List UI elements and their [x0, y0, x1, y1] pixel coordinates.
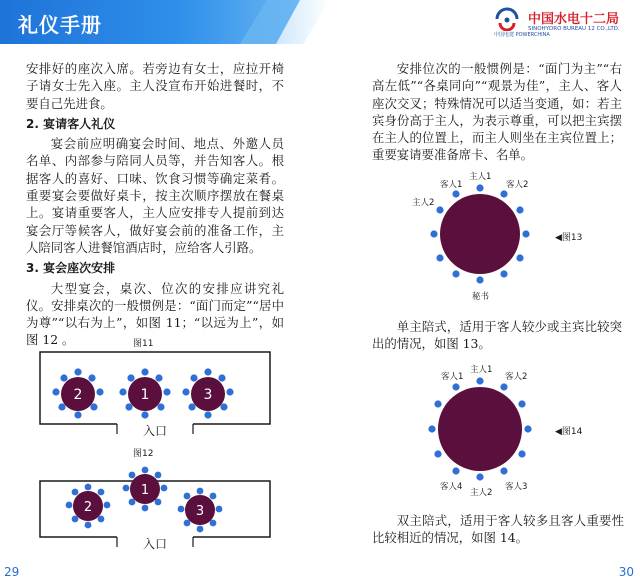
powerchina-logo-icon	[494, 7, 520, 31]
figure-11-table-layout	[30, 346, 280, 438]
seat-label: 客人2	[506, 180, 529, 190]
figure-13-table	[420, 178, 540, 298]
entrance-label: 入口	[142, 537, 168, 551]
figure-label: 图11	[133, 339, 154, 349]
seat-label: 秘书	[472, 292, 490, 302]
table-1	[123, 467, 168, 512]
paragraph: 安排好的座次入席。若旁边有女士，应拉开椅子请女士先入座。主人没宣布开始进餐时，不要自己先进食。	[26, 61, 284, 111]
figure-label: ◀图13	[555, 233, 583, 243]
table-2	[52, 368, 103, 418]
logo-company-name: 中国水电十二局	[528, 12, 620, 27]
logo-company-english: SINOHYDRO BUREAU 12 CO.,LTD.	[528, 26, 620, 32]
page-number-right: 30	[618, 565, 634, 579]
table-3	[182, 368, 233, 418]
handbook-title: 礼仪手册	[18, 13, 102, 37]
entrance-label: 入口	[142, 424, 168, 438]
seat-label: 客人4	[440, 482, 463, 492]
table-number: 2	[83, 500, 93, 515]
figure-label: ◀图14	[555, 427, 583, 437]
table-number: 3	[195, 504, 205, 519]
seat-label: 主人2	[470, 488, 493, 498]
page-number-left: 29	[4, 565, 20, 579]
seat-label: 客人1	[441, 372, 464, 382]
paragraph: 大型宴会，桌次、位次的安排应讲究礼仪。安排桌次的一般惯例是：“面门而定”“居中为尊”“以右为上”，如图 11；“以远为上”，如图 12 。	[26, 280, 284, 348]
seat-label: 客人1	[440, 180, 463, 190]
table-number: 3	[203, 387, 213, 403]
paragraph: 宴会前应明确宴会时间、地点、外邀人员名单、内部参与陪同人员等，并告知客人。根据客人的喜好、口味、饮食习惯等确定菜肴。重要宴会要做好桌卡，按主次顺序摆放在餐桌上。宴请重要客人，主人应安排专人提前到达宴会厅等候客人，做好宴会前的准备工作，主人陪同客人进餐馆酒店时，应给客人引路。	[26, 136, 284, 255]
table-2	[66, 484, 111, 529]
figure-14-table	[420, 369, 540, 489]
paragraph: 安排位次的一般惯例是：“面门为主”“右高左低”“各桌同向”“观景为佳”，主人、客人座次交叉；特殊情况可以适当变通，如：若主宾身份高于主人，为表示尊重，可以把主宾摆在主人的位置上，而主人则坐在主宾位置上；重要宴请要准备席卡、名单。	[372, 61, 622, 163]
table-3	[178, 488, 223, 533]
section-heading: 2. 宴请客人礼仪	[26, 116, 116, 131]
page-header	[0, 0, 640, 44]
paragraph: 单主陪式，适用于客人较少或主宾比较突出的情况，如图 13。	[372, 319, 622, 352]
table-1	[119, 368, 170, 418]
logo-subtitle: 中国电建 POWERCHINA	[494, 32, 550, 38]
right-column	[372, 60, 622, 164]
section-heading: 3. 宴会座次安排	[26, 261, 116, 276]
table-number: 1	[140, 483, 150, 498]
company-logo	[494, 5, 634, 41]
table-number: 2	[73, 387, 83, 403]
seat-label: 客人2	[505, 372, 528, 382]
left-column	[26, 60, 284, 349]
paragraph: 双主陪式，适用于客人较多且客人重要性比较相近的情况，如图 14。	[372, 513, 624, 546]
seat-label: 客人3	[505, 482, 528, 492]
table-number: 1	[140, 387, 150, 403]
seat-label: 主人2	[412, 198, 435, 208]
seat-label: 主人1	[470, 365, 493, 375]
figure-12-table-layout	[30, 455, 280, 551]
figure-label: 图12	[133, 449, 154, 459]
seat-label: 主人1	[469, 172, 492, 182]
